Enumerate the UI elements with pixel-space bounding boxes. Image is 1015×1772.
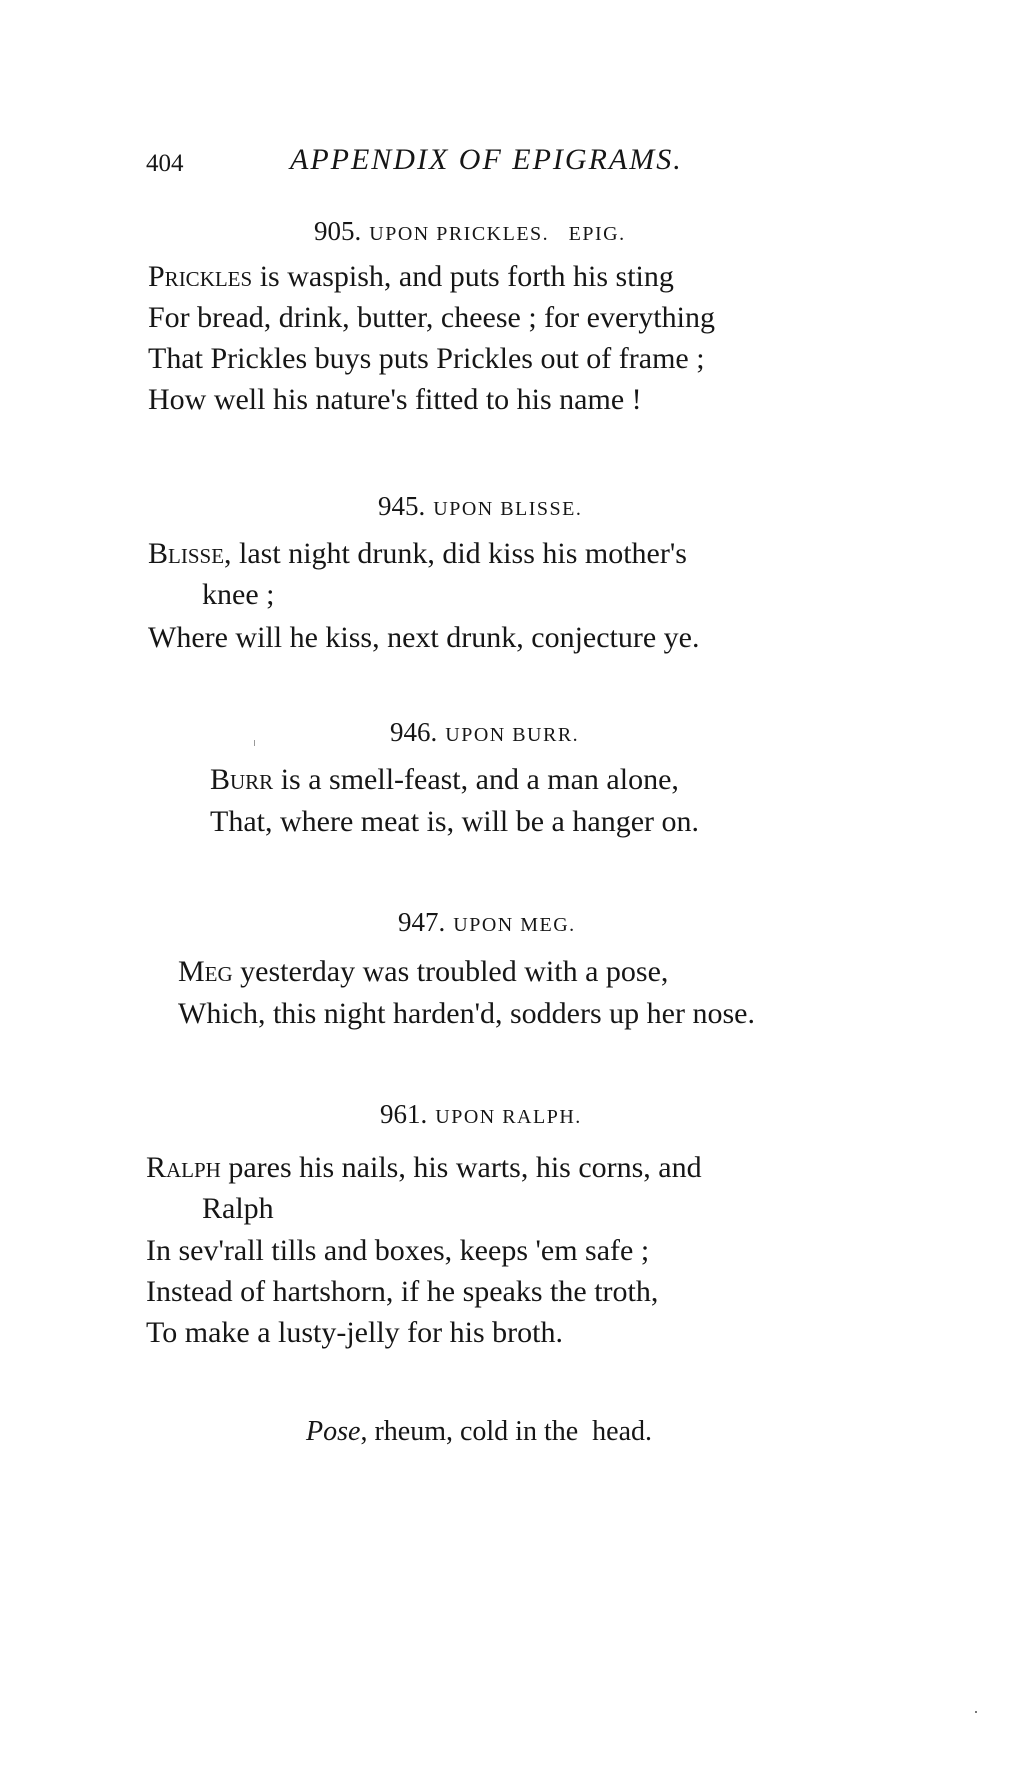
poem-line: That Prickles buys puts Prickles out of frame ;	[148, 342, 705, 375]
epigram-heading-961	[380, 1099, 582, 1130]
poem-lead-word: Meg	[178, 955, 233, 988]
poem-line: Which, this night harden'd, sodders up her nose.	[178, 997, 755, 1030]
poem-line	[146, 1151, 702, 1185]
poem-lead-word: Ralph	[146, 1151, 221, 1184]
poem-line-text: is waspish, and puts forth his sting	[252, 260, 674, 293]
epigram-number: 905.	[314, 216, 362, 246]
poem-line: To make a lusty-jelly for his broth.	[146, 1316, 563, 1349]
footnote-definition: , rheum, cold in the head.	[360, 1416, 653, 1447]
epigram-title: UPON BURR.	[445, 724, 580, 746]
poem-line-text: yesterday was troubled with a pose,	[232, 955, 669, 988]
epigram-number: 947.	[398, 907, 446, 937]
epigram-heading-947	[398, 907, 576, 938]
epigram-number: 946.	[390, 717, 438, 747]
poem-line: For bread, drink, butter, cheese ; for everything	[148, 301, 715, 334]
poem-line: That, where meat is, will be a hanger on.	[210, 805, 699, 838]
epigram-title: UPON PRICKLES. EPIG.	[369, 223, 626, 245]
epigram-title: UPON RALPH.	[435, 1106, 582, 1128]
poem-line: How well his nature's fitted to his name !	[148, 383, 642, 416]
poem-line	[178, 955, 668, 989]
page-number: 404	[146, 150, 184, 177]
poem-line: Where will he kiss, next drunk, conjecture ye.	[148, 621, 700, 654]
epigram-number: 945.	[378, 491, 426, 521]
epigram-number: 961.	[380, 1099, 428, 1129]
poem-line	[148, 537, 687, 571]
poem-line-text: , last night drunk, did kiss his mother's	[224, 537, 687, 570]
footnote-term: Pose	[306, 1416, 361, 1447]
footnote	[306, 1416, 652, 1448]
epigram-heading-946	[390, 717, 579, 748]
poem-line: Ralph	[202, 1192, 274, 1225]
poem-line	[210, 763, 679, 797]
poem-lead-word: Blisse	[148, 537, 225, 570]
epigram-title: UPON BLISSE.	[433, 498, 583, 520]
epigram-heading-905	[314, 216, 626, 247]
running-head: APPENDIX OF EPIGRAMS.	[290, 143, 683, 176]
poem-line: In sev'rall tills and boxes, keeps 'em safe ;	[146, 1234, 650, 1267]
poem-lead-word: Burr	[210, 763, 274, 796]
poem-line: knee ;	[202, 578, 275, 611]
scan-speck	[254, 740, 255, 746]
scan-speck	[975, 1711, 977, 1713]
poem-line	[148, 260, 674, 294]
epigram-title: UPON MEG.	[453, 914, 576, 936]
poem-lead-word: Prickles	[148, 260, 253, 293]
poem-line-text: pares his nails, his warts, his corns, and	[220, 1151, 702, 1184]
poem-line: Instead of hartshorn, if he speaks the troth,	[146, 1275, 659, 1308]
poem-line-text: is a smell-feast, and a man alone,	[273, 763, 679, 796]
epigram-heading-945	[378, 491, 582, 522]
